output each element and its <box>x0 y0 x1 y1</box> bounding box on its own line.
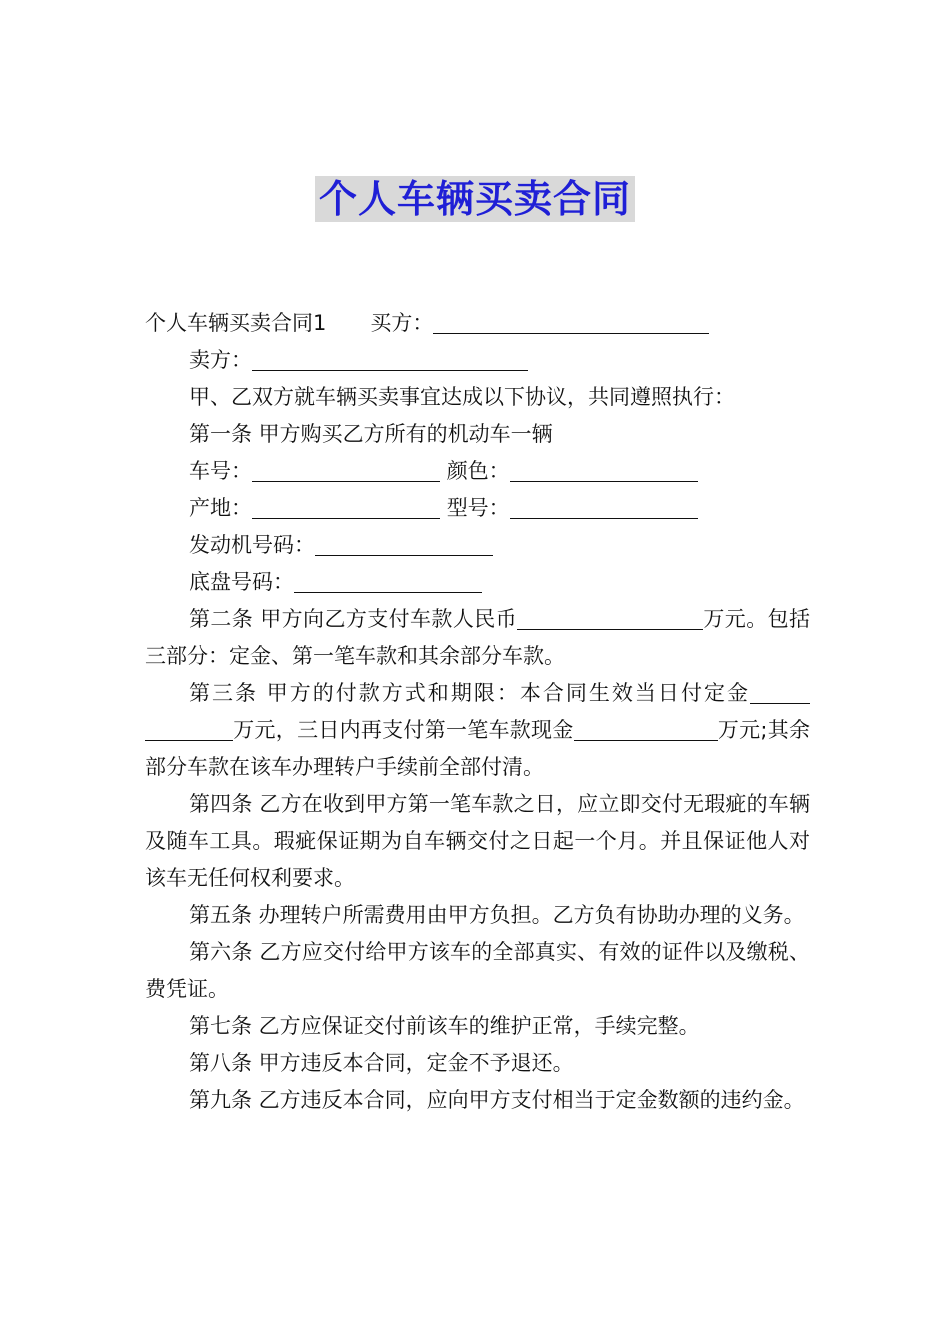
article6-paragraph: 第六条 乙方应交付给甲方该车的全部真实、有效的证件以及缴税、费凭证。 <box>145 940 810 1001</box>
price-blank[interactable] <box>517 605 703 630</box>
seller-label: 卖方： <box>189 348 252 372</box>
intro-text: 甲、乙双方就车辆买卖事宜达成以下协议，共同遵照执行： <box>189 385 735 409</box>
chassis-blank[interactable] <box>294 568 482 593</box>
article2-paragraph <box>145 601 810 675</box>
article3-unit: 万元; <box>717 718 768 742</box>
article9-paragraph: 第九条 乙方违反本合同，应向甲方支付相当于定金数额的违约金。 <box>189 1088 805 1112</box>
heading-line <box>145 305 810 342</box>
article1-text: 第一条 甲方购买乙方所有的机动车一辆 <box>189 422 553 446</box>
engine-label: 发动机号码： <box>189 533 315 557</box>
buyer-label: 买方： <box>370 311 434 335</box>
article3-before: 第三条 甲方的付款方式和期限：本合同生效当日付定金 <box>189 681 750 705</box>
document-title: 个人车辆买卖合同 <box>315 176 635 222</box>
seller-line <box>145 342 810 379</box>
plate-blank[interactable] <box>252 457 440 482</box>
title-container <box>0 176 950 222</box>
article1-line <box>145 416 810 453</box>
article8-paragraph: 第八条 甲方违反本合同，定金不予退还。 <box>189 1051 574 1075</box>
color-label: 颜色： <box>446 459 510 483</box>
plate-color-line <box>145 453 810 490</box>
origin-label: 产地： <box>189 496 252 520</box>
article4-paragraph: 第四条 乙方在收到甲方第一笔车款之日，应立即交付无瑕疵的车辆及随车工具。瑕疵保证期为自车辆交付之日起一个月。并且保证他人对该车无任何权利要求。 <box>145 792 810 890</box>
engine-blank[interactable] <box>315 531 493 556</box>
article3-paragraph <box>145 675 810 786</box>
buyer-blank[interactable] <box>433 309 709 334</box>
intro-line <box>145 379 810 416</box>
plate-label: 车号： <box>189 459 252 483</box>
seller-blank[interactable] <box>252 346 528 371</box>
deposit-blank-b[interactable] <box>145 716 233 741</box>
cash-blank[interactable] <box>574 716 718 741</box>
chassis-label: 底盘号码： <box>189 570 294 594</box>
model-label: 型号： <box>446 496 510 520</box>
color-blank[interactable] <box>510 457 698 482</box>
article3-mid: 万元，三日内再支付第一笔车款现金 <box>233 718 574 742</box>
article3-after: 其余部分车款在该车办理转户手续前全部付清。 <box>145 718 811 779</box>
model-blank[interactable] <box>510 494 698 519</box>
chassis-line <box>145 564 810 601</box>
deposit-blank-a[interactable] <box>750 679 810 704</box>
article2-before: 第二条 甲方向乙方支付车款人民币 <box>189 607 518 631</box>
article7-paragraph: 第七条 乙方应保证交付前该车的维护正常，手续完整。 <box>189 1014 700 1038</box>
origin-model-line <box>145 490 810 527</box>
article2-after: 包括三部分：定金、第一笔车款和其余部分车款。 <box>145 607 811 668</box>
engine-line <box>145 527 810 564</box>
contract-label: 个人车辆买卖合同1 <box>145 311 327 335</box>
article2-unit: 万元。 <box>703 607 768 631</box>
contract-body <box>145 305 810 1119</box>
origin-blank[interactable] <box>252 494 440 519</box>
article5-paragraph: 第五条 办理转户所需费用由甲方负担。乙方负有协助办理的义务。 <box>189 903 805 927</box>
